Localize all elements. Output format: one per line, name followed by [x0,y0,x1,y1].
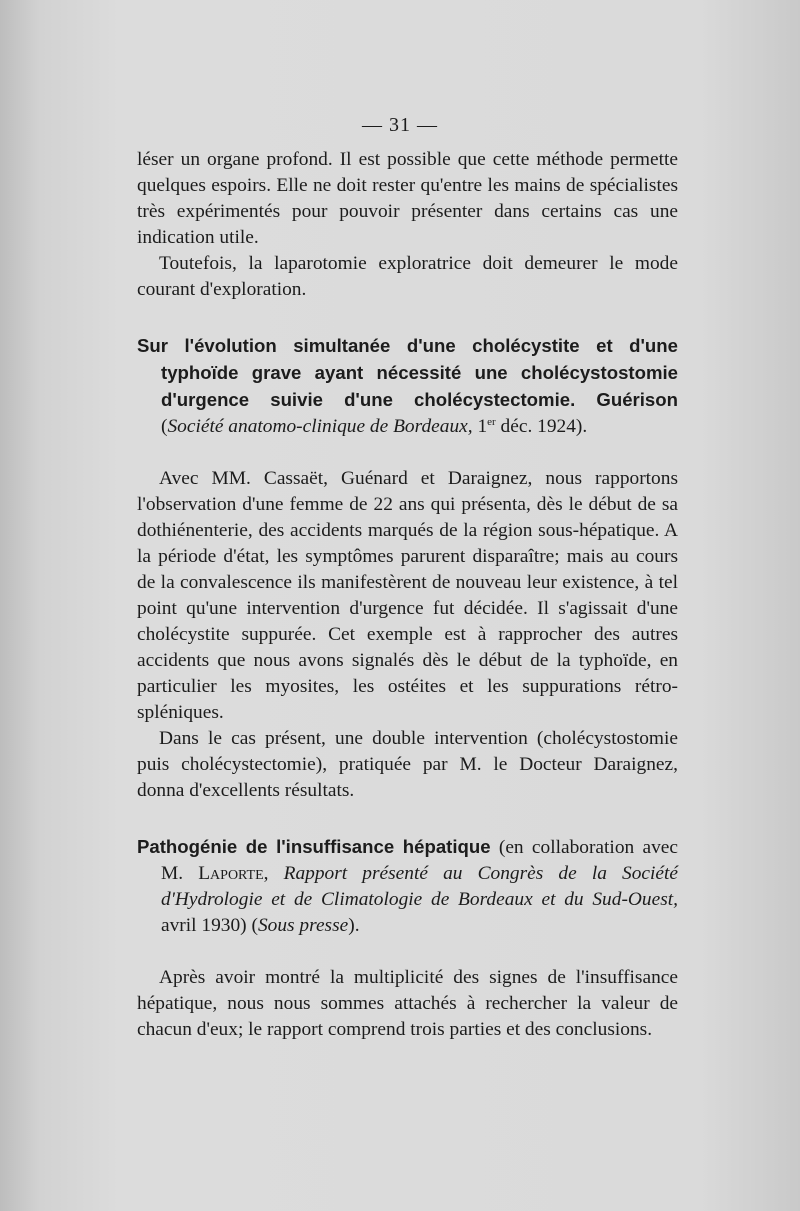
author-name: Laporte [198,863,264,884]
paragraph-5: Après avoir montré la multiplicité des signes de l'insuffisance hépatique, nous nous sommes attachés à rechercher la valeur de chacun d'eux; le rapport comprend trois parties et des conclusions. [137,967,678,1040]
paragraph-4: Dans le cas présent, une double intervention (cholécystostomie puis cholécystectomie), pratiquée par M. le Docteur Daraignez, donna d'excellents résultats. [137,728,678,801]
journal-reference: Société anatomo-clinique de Bordeaux, [167,416,473,437]
section-title-2: Pathogénie de l'insuffisance hépatique [137,836,491,857]
page-body [137,147,678,1043]
report-reference: Rapport présenté au Congrès de la Société d'Hydrologie et de Climatologie de Bordeaux et du Sud-Ouest, [161,863,678,910]
press-status: Sous presse [257,915,349,936]
section-title-1: Sur l'évolution simultanée d'une cholécystite et d'une typhoïde grave ayant nécessité une cholécystostomie d'urgence suivie d'une cholécystectomie. Guérison [137,335,678,410]
paragraph-3: Avec MM. Cassaët, Guénard et Daraignez, nous rapportons l'observation d'une femme de 22 ans qui présenta, dès le début de sa dothiénenterie, des accidents marqués de la région sous-hépatique. A la période d'état, les symptômes parurent disparaître; mais au cours de la convalescence ils manifestèrent de nouveau leur existence, à tel point qu'une intervention d'urgence fut décidée. Il s'agissait d'une cholécystite suppurée. Cet exemple est à rapprocher des autres accidents que nous avons signalés dès le début de la typhoïde, en particulier les myosites, les ostéites et les suppurations rétro-spléniques. [137,468,678,723]
paragraph-1: léser un organe profond. Il est possible que cette méthode permette quelques espoirs. Elle ne doit rester qu'entre les mains de spécialistes très expérimentés pour pouvoir présenter dans certains cas une indication utile. [137,149,678,248]
section-heading-1: Sur l'évolution simultanée d'une cholécystite et d'une typhoïde grave ayant nécessité une cholécystostomie d'urgence suivie d'une cholécystectomie. Guérison (Société anatomo-clinique de Bordeaux, 1er déc. 1924). [137,335,678,437]
page-number: — 31 — [362,114,438,136]
paragraph-2: Toutefois, la laparotomie exploratrice doit demeurer le mode courant d'exploration. [137,253,678,300]
section-heading-2: Pathogénie de l'insuffisance hépatique (en collaboration avec M. Laporte, Rapport présenté au Congrès de la Société d'Hydrologie et de Climatologie de Bordeaux et du Sud-Ouest, avril 1930) (Sous presse). [137,836,678,936]
